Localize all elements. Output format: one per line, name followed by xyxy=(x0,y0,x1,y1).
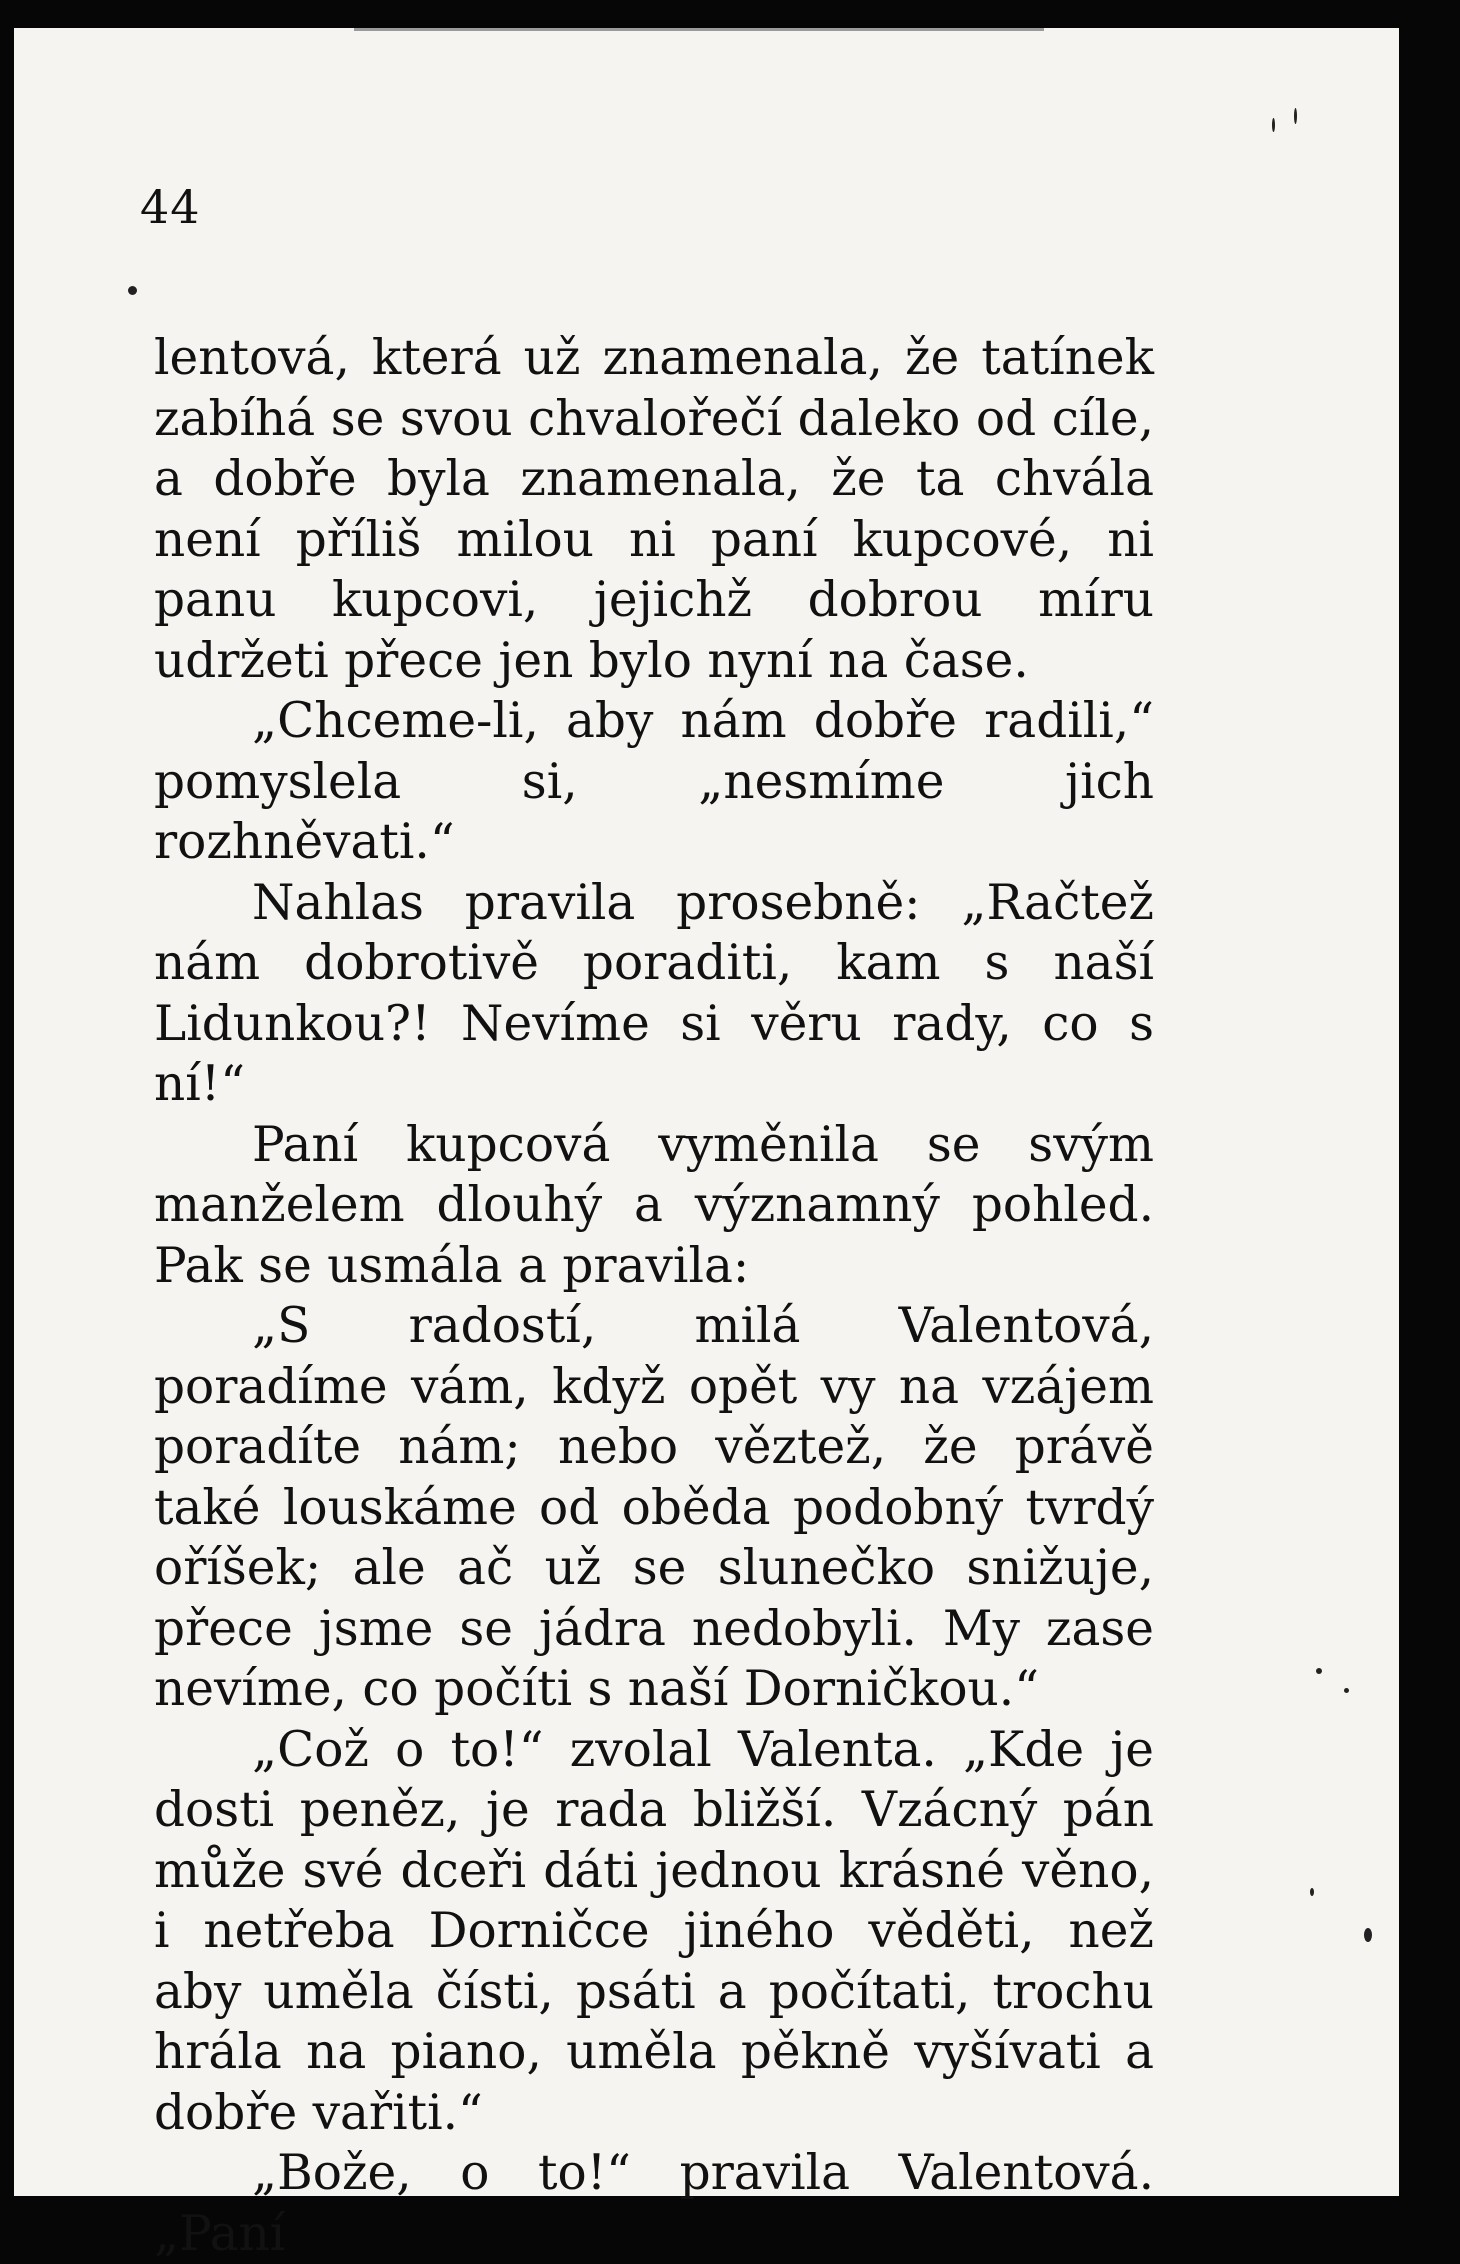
ink-speck xyxy=(1316,1668,1322,1674)
paragraph: lentová, která už znamenala, že tatínek zabíhá se svou chvalořečí daleko od cíle, a dobře byla znamenala, že ta chvála není příliš milou ni paní kupcové, ni panu kupcovi, jejichž dobrou míru udržeti přece jen bylo nyní na čase. xyxy=(154,330,1154,689)
ink-speck xyxy=(1364,1928,1372,1942)
paragraph: Nahlas pravila prosebně: „Račtež nám dobrotivě poraditi, kam s naší Lidunkou?! Nevíme si věru rady, co s ní!“ xyxy=(154,874,1154,1112)
ink-speck xyxy=(1310,1888,1314,1896)
paragraph: „S radostí, milá Valentová, poradíme vám, když opět vy na vzájem poradíte nám; nebo věztež, že právě také louskáme od oběda podobný tvrdý oříšek; ale ač už se slunečko snižuje, přece jsme se jádra nedobyli. My zase nevíme, co počíti s naší Dorničkou.“ xyxy=(154,1298,1154,1717)
ink-speck xyxy=(1344,1688,1349,1693)
ink-speck xyxy=(128,286,137,295)
ink-speck xyxy=(1294,108,1297,124)
page-top-edge xyxy=(354,28,1044,31)
paragraph: Paní kupcová vyměnila se svým manželem dlouhý a významný pohled. Pak se usmála a pravila: xyxy=(154,1116,1154,1294)
paragraph: „Bože, o to!“ pravila Valentová. „Paní xyxy=(154,2145,1154,2262)
book-page xyxy=(14,28,1399,2262)
body-text xyxy=(154,328,1154,2264)
paragraph: „Což o to!“ zvolal Valenta. „Kde je dosti peněz, je rada bližší. Vzácný pán může své dceři dáti jednou krásné věno, i netřeba Dorničce jiného věděti, než aby uměla čísti, psáti a počítati, trochu hrála na piano, uměla pěkně vyšívati a dobře vařiti.“ xyxy=(154,1721,1154,2141)
ink-speck xyxy=(1272,118,1275,132)
page-number: 44 xyxy=(140,180,201,234)
paragraph: „Chceme-li, aby nám dobře radili,“ pomyslela si, „nesmíme jich rozhněvati.“ xyxy=(154,693,1154,870)
